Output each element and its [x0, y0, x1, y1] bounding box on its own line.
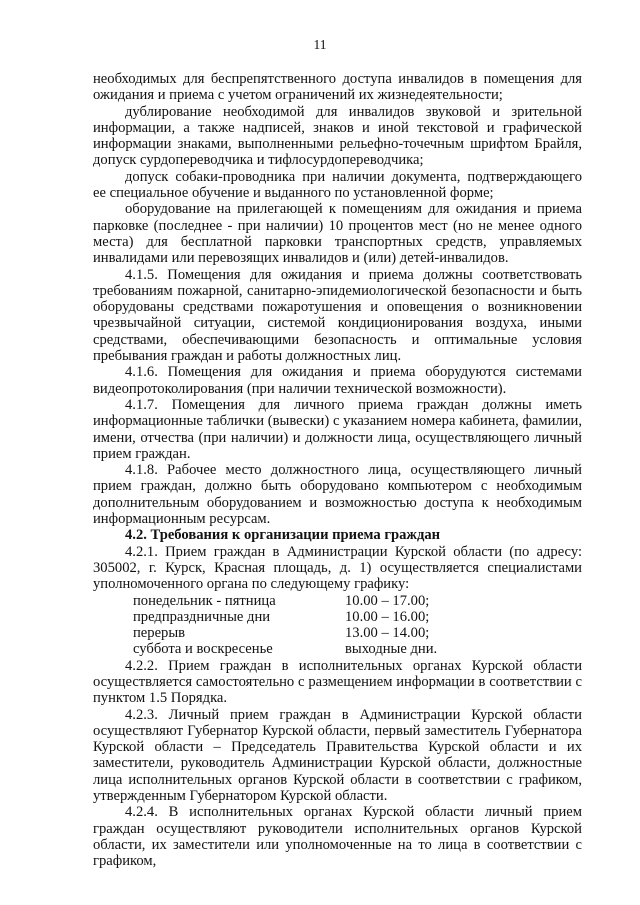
- paragraph-4-2-1: 4.2.1. Прием граждан в Администрации Курской области (по адресу: 305002, г. Курск, Красная площадь, д. 1) осуществляется специалистами уполномоченного органа по следующему графику:: [93, 543, 582, 593]
- document-body: [93, 71, 582, 870]
- schedule-time: выходные дни.: [345, 641, 438, 658]
- paragraph-4-1-6: 4.1.6. Помещения для ожидания и приема оборудуются системами видеопротоколирования (при наличии технической возможности).: [93, 364, 582, 397]
- schedule-row: [93, 609, 582, 625]
- paragraph: дублирование необходимой для инвалидов звуковой и зрительной информации, а также надписей, знаков и иной текстовой и графической информации знаками, выполненными рельефно-точечным шрифтом Брайля, допуск сурдопереводчика и тифлосурдопереводчика;: [93, 103, 582, 169]
- paragraph: оборудование на прилегающей к помещениям для ожидания и приема парковке (последнее - при наличии) 10 процентов мест (но не менее одного места) для бесплатной парковки транспортных средств, управляемых инвалидами или перевозящих инвалидов и (или) детей-инвалидов.: [93, 201, 582, 267]
- paragraph-4-1-8: 4.1.8. Рабочее место должностного лица, осуществляющего личный прием граждан, должно быть оборудовано компьютером с необходимым дополнительным оборудованием и возможностью доступа к необходимым информационным ресурсам.: [93, 462, 582, 528]
- paragraph-4-2-4: 4.2.4. В исполнительных органах Курской области личный прием граждан осуществляют руководители исполнительных органов Курской области, их заместители или уполномоченные на то лица в соответствии с графиком,: [93, 804, 582, 870]
- section-heading-4-2: 4.2. Требования к организации приема граждан: [125, 527, 441, 544]
- schedule-row: [93, 625, 582, 641]
- paragraph-4-2-3: 4.2.3. Личный прием граждан в Администрации Курской области осуществляют Губернатор Курской области, первый заместитель Губернатора Курской области – Председатель Правительства Курской области и их заместители, руководитель Администрации Курской области, должностные лица исполнительных органов Курской области в соответствии с графиком, утвержденным Губернатором Курской области.: [93, 706, 582, 805]
- paragraph: необходимых для беспрепятственного доступа инвалидов в помещения для ожидания и приема с учетом ограничений их жизнедеятельности;: [93, 71, 582, 104]
- schedule-table: [93, 593, 582, 658]
- schedule-day: предпраздничные дни: [133, 608, 271, 625]
- schedule-day: понедельник - пятница: [133, 592, 276, 609]
- page-number: 11: [313, 37, 327, 52]
- schedule-row: [93, 641, 582, 657]
- schedule-row: [93, 593, 582, 609]
- schedule-time: 13.00 – 14.00;: [345, 625, 430, 642]
- schedule-day: суббота и воскресенье: [133, 641, 273, 658]
- schedule-time: 10.00 – 16.00;: [345, 608, 430, 625]
- paragraph-4-1-5: 4.1.5. Помещения для ожидания и приема должны соответствовать требованиям пожарной, санитарно-эпидемиологической безопасности и быть оборудованы средствами пожаротушения и оповещения о возникновении чрезвычайной ситуации, системой кондиционирования воздуха, иными средствами, обеспечивающими безопасность и оптимальные условия пребывания граждан и работы должностных лиц.: [93, 266, 582, 365]
- paragraph-4-2-2: 4.2.2. Прием граждан в исполнительных органах Курской области осуществляется самостоятельно с размещением информации в соответствии с пунктом 1.5 Порядка.: [93, 657, 582, 707]
- paragraph-4-1-7: 4.1.7. Помещения для личного приема граждан должны иметь информационные таблички (вывески) с указанием номера кабинета, фамилии, имени, отчества (при наличии) и должности лица, осуществляющего личный прием граждан.: [93, 396, 582, 462]
- schedule-day: перерыв: [133, 625, 186, 642]
- paragraph: допуск собаки-проводника при наличии документа, подтверждающего ее специальное обучение и выданного по установленной форме;: [93, 168, 582, 202]
- schedule-time: 10.00 – 17.00;: [345, 592, 430, 609]
